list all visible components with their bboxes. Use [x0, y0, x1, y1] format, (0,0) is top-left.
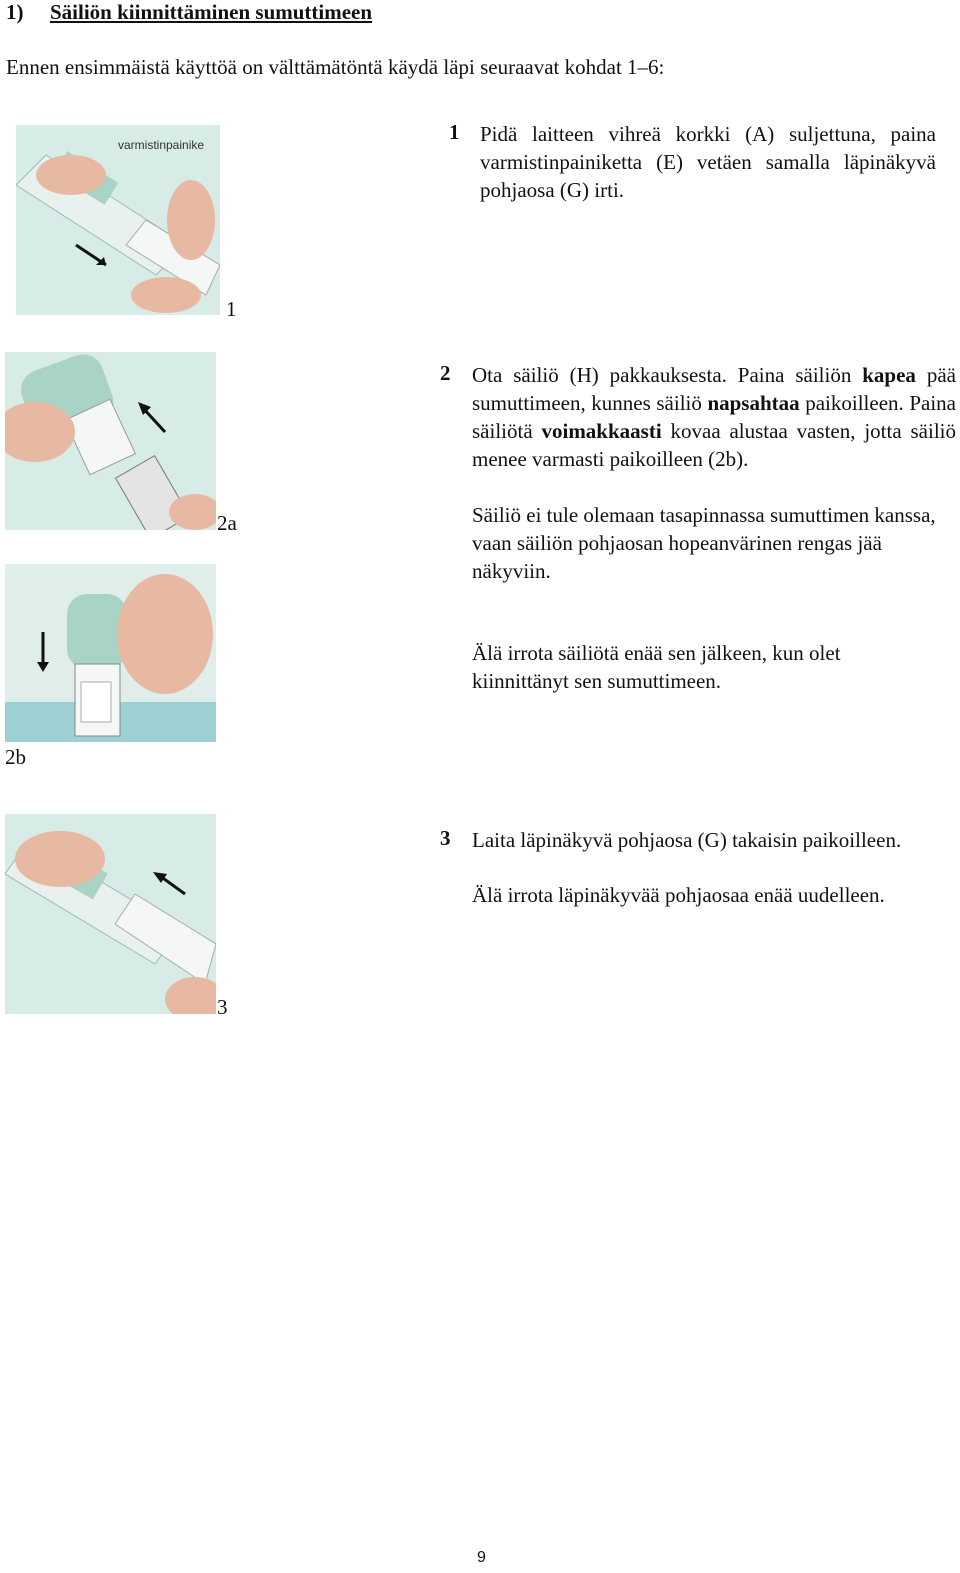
- bold-voimakkaasti: voimakkaasti: [541, 419, 662, 443]
- page-number: 9: [477, 1549, 486, 1566]
- step-3-number: 3: [440, 826, 451, 850]
- step-1-number: 1: [449, 120, 460, 144]
- step-2-note: Säiliö ei tule olemaan tasapinnassa sumuttimen kanssa, vaan säiliön pohjaosan hopeanvärinen rengas jää näkyviin.: [472, 503, 936, 583]
- section-number: 1): [6, 0, 24, 24]
- bold-kapea: kapea: [862, 363, 916, 387]
- figure-2b-caption: 2b: [5, 745, 26, 769]
- figure-1-overlay-label: varmistinpainike: [118, 138, 205, 152]
- figure-2b-image: [5, 564, 216, 742]
- section-heading: [6, 0, 372, 25]
- figure-1-caption: 1: [226, 297, 237, 321]
- step-2-number: 2: [440, 361, 451, 385]
- figure-2a-caption: 2a: [217, 511, 237, 535]
- step-2-warning: Älä irrota säiliötä enää sen jälkeen, kun olet kiinnittänyt sen sumuttimeen.: [472, 641, 841, 693]
- bold-napsahtaa: napsahtaa: [707, 391, 800, 415]
- step-1-text: Pidä laitteen vihreä korkki (A) suljettuna, paina varmistinpainiketta (E) vetäen samalla läpinäkyvä pohjaosa (G) irti.: [480, 122, 936, 202]
- step-3-text: Laita läpinäkyvä pohjaosa (G) takaisin paikoilleen.: [472, 828, 902, 852]
- figure-3-caption: 3: [217, 995, 228, 1019]
- intro-text: Ennen ensimmäistä käyttöä on välttämätöntä käydä läpi seuraavat kohdat 1–6:: [6, 55, 665, 79]
- step-3-warning: Älä irrota läpinäkyvää pohjaosaa enää uudelleen.: [472, 883, 885, 907]
- figure-1-image: [16, 125, 220, 315]
- step-2-text: Ota säiliö (H) pakkauksesta. Paina säiliön kapea pää sumuttimeen, kunnes säiliö napsahtaa paikoilleen. Paina säiliötä voimakkaasti kovaa alustaa vasten, jotta säiliö menee varmasti paikoilleen (2b).: [472, 363, 956, 471]
- section-title: Säiliön kiinnittäminen sumuttimeen: [50, 0, 373, 24]
- figure-3-image: [5, 814, 216, 1014]
- figure-2a-image: [5, 352, 216, 530]
